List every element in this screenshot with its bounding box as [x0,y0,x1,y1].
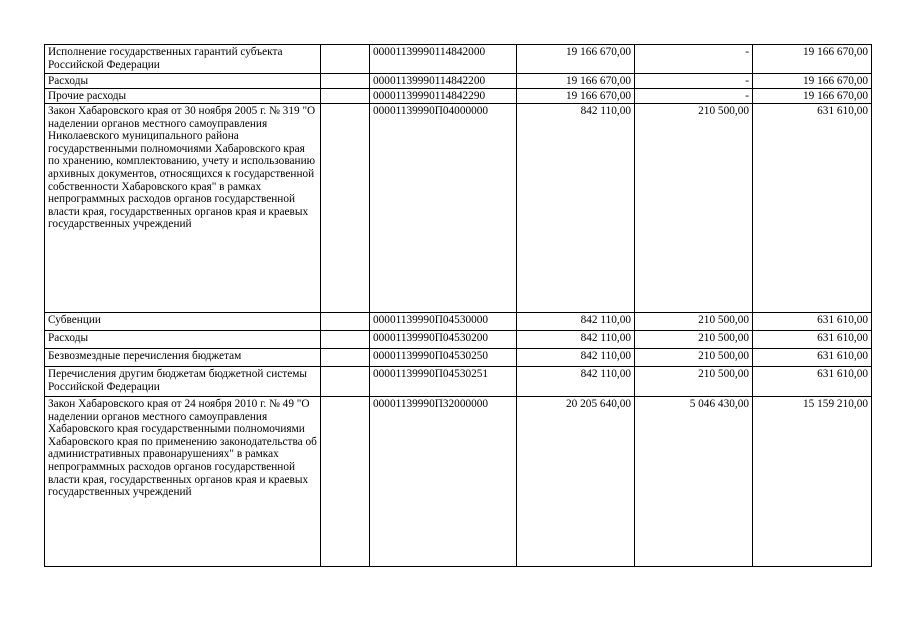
empty-cell [321,89,370,104]
budget-code-cell: 00001139990П04530000 [370,313,517,331]
expense-name-cell: Прочие расходы [45,89,321,104]
budget-execution-table [44,44,872,567]
empty-cell [321,331,370,349]
unexecuted-amount-cell: 631 610,00 [753,367,872,397]
executed-amount-cell: - [635,45,753,74]
approved-amount-cell: 842 110,00 [517,104,635,313]
executed-amount-cell: - [635,89,753,104]
table-body [45,45,872,567]
approved-amount-cell: 842 110,00 [517,331,635,349]
executed-amount-cell: 210 500,00 [635,349,753,367]
table-row [45,89,872,104]
unexecuted-amount-cell: 631 610,00 [753,104,872,313]
expense-name-cell: Субвенции [45,313,321,331]
expense-name-cell: Расходы [45,74,321,89]
executed-amount-cell: - [635,74,753,89]
expense-name-cell: Расходы [45,331,321,349]
approved-amount-cell: 19 166 670,00 [517,45,635,74]
approved-amount-cell: 842 110,00 [517,313,635,331]
budget-code-cell: 00001139990П04530251 [370,367,517,397]
budget-code-cell: 00001139990П32000000 [370,397,517,567]
budget-code-cell: 00001139990П04000000 [370,104,517,313]
table-row [45,74,872,89]
approved-amount-cell: 19 166 670,00 [517,89,635,104]
expense-name-cell: Перечисления другим бюджетам бюджетной системы Российской Федерации [45,367,321,397]
unexecuted-amount-cell: 631 610,00 [753,331,872,349]
empty-cell [321,397,370,567]
empty-cell [321,313,370,331]
executed-amount-cell: 210 500,00 [635,313,753,331]
expense-name-cell: Закон Хабаровского края от 30 ноября 2005 г. № 319 "О наделении органов местного самоуправления Николаевского муниципального района государственными полномочиями Хабаровского края по хранению, комплектованию, учету и использованию архивных документов, относящихся к государственной собственности Хабаровского края" в рамках непрограммных расходов органов государственной власти края, государственных органов края и краевых государственных учреждений [45,104,321,313]
unexecuted-amount-cell: 19 166 670,00 [753,45,872,74]
approved-amount-cell: 842 110,00 [517,367,635,397]
executed-amount-cell: 210 500,00 [635,331,753,349]
budget-code-cell: 00001139990114842200 [370,74,517,89]
approved-amount-cell: 19 166 670,00 [517,74,635,89]
empty-cell [321,45,370,74]
table-row [45,45,872,74]
unexecuted-amount-cell: 15 159 210,00 [753,397,872,567]
table-row [45,104,872,313]
expense-name-cell: Безвозмездные перечисления бюджетам [45,349,321,367]
budget-code-cell: 00001139990П04530250 [370,349,517,367]
table-row [45,397,872,567]
table-row [45,331,872,349]
unexecuted-amount-cell: 631 610,00 [753,349,872,367]
budget-code-cell: 00001139990114842290 [370,89,517,104]
executed-amount-cell: 5 046 430,00 [635,397,753,567]
expense-name-cell: Закон Хабаровского края от 24 ноября 2010 г. № 49 "О наделении органов местного самоуправления Хабаровского края государственными полномочиями Хабаровского края по применению законодательства об административных правонарушениях" в рамках непрограммных расходов органов государственной власти края, государственных органов края и краевых государственных учреждений [45,397,321,567]
unexecuted-amount-cell: 19 166 670,00 [753,89,872,104]
table-row [45,349,872,367]
table-row [45,313,872,331]
empty-cell [321,74,370,89]
budget-table-sheet [44,44,871,567]
unexecuted-amount-cell: 19 166 670,00 [753,74,872,89]
executed-amount-cell: 210 500,00 [635,367,753,397]
expense-name-cell: Исполнение государственных гарантий субъекта Российской Федерации [45,45,321,74]
unexecuted-amount-cell: 631 610,00 [753,313,872,331]
empty-cell [321,104,370,313]
executed-amount-cell: 210 500,00 [635,104,753,313]
empty-cell [321,367,370,397]
approved-amount-cell: 842 110,00 [517,349,635,367]
approved-amount-cell: 20 205 640,00 [517,397,635,567]
empty-cell [321,349,370,367]
budget-code-cell: 00001139990114842000 [370,45,517,74]
budget-code-cell: 00001139990П04530200 [370,331,517,349]
table-row [45,367,872,397]
